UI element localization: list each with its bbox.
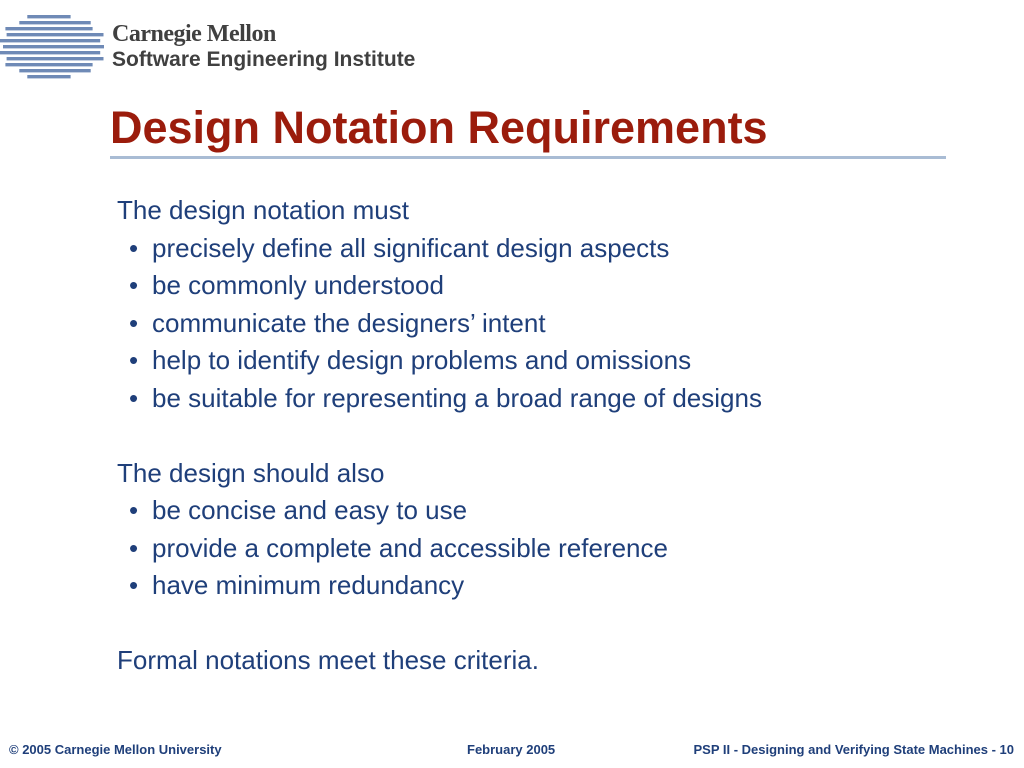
bullet-text: precisely define all significant design aspects [152,232,670,263]
bullet-item [117,342,997,380]
bullet-text: provide a complete and accessible reference [152,532,668,563]
bullet-item [117,230,997,268]
footer-copyright: © 2005 Carnegie Mellon University [9,742,222,757]
bullet-text: communicate the designers’ intent [152,307,546,338]
bullet-icon: • [129,270,139,300]
logo-stripe [19,21,90,24]
bullet-text: help to identify design problems and omissions [152,345,692,375]
bullet-item [117,567,997,605]
slide-body [117,192,997,680]
bullet-item [117,492,997,530]
spacer [117,417,997,455]
spacer [117,605,997,643]
slide-title: Design Notation Requirements [110,102,768,153]
bullet-list [117,230,997,418]
logo-stripe [5,27,92,30]
bullet-icon: • [129,382,139,413]
logo-stripe [3,45,104,48]
bullet-icon: • [129,495,139,525]
logo-university-name: Carnegie Mellon [112,21,276,47]
logo-stripe [5,63,92,66]
bullet-text: have minimum redundancy [152,570,465,600]
bullet-item [117,305,997,343]
bullet-icon: • [129,307,139,338]
logo-institute-name: Software Engineering Institute [112,48,416,71]
bullet-icon: • [129,345,139,375]
bullet-icon: • [129,570,139,600]
logo-stripe [7,57,104,60]
bullet-item [117,530,997,568]
title-divider [110,156,946,159]
section-heading: The design should also [117,457,385,488]
footer-course-page: PSP II - Designing and Verifying State Machines - 10 [693,742,1014,757]
sei-logo-icon [0,14,104,80]
bullet-list [117,492,997,605]
organization-logo [112,22,415,70]
bullet-icon: • [129,532,139,563]
bullet-item [117,267,997,305]
logo-stripe [19,69,90,72]
conclusion-text: Formal notations meet these criteria. [117,645,539,675]
logo-stripe [27,75,70,78]
logo-stripe [0,51,100,54]
section-heading: The design notation must [117,195,409,225]
footer-date: February 2005 [467,742,556,757]
bullet-item [117,380,997,418]
bullet-icon: • [129,232,139,263]
bullet-text: be commonly understood [152,270,444,300]
bullet-text: be concise and easy to use [152,495,468,525]
logo-stripe [7,33,104,36]
logo-stripe [27,15,70,18]
bullet-text: be suitable for representing a broad range of designs [152,382,762,413]
logo-stripe [0,39,100,42]
